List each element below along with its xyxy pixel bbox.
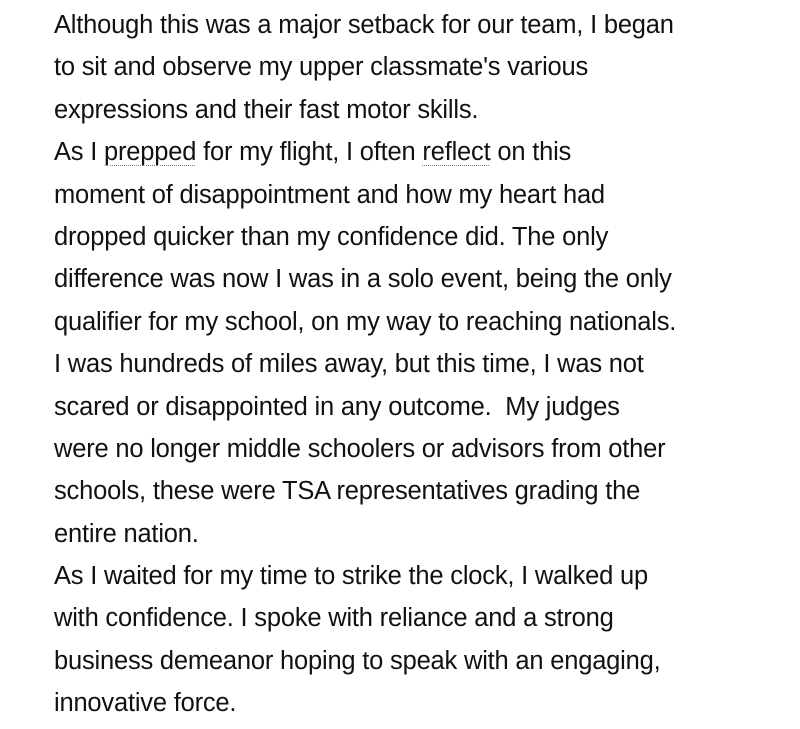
text-line: schools, these were TSA representatives grading the bbox=[54, 477, 641, 506]
text-line: entire nation. bbox=[54, 519, 199, 548]
text-line: Although this was a major setback for our team, I began bbox=[54, 11, 674, 39]
text-segment: on this bbox=[490, 138, 572, 167]
text-line: scared or disappointed in any outcome. My judges bbox=[54, 392, 620, 421]
spellcheck-marked-word[interactable]: prepped bbox=[104, 138, 197, 167]
text-line: difference was now I was in a solo event, being the only bbox=[54, 265, 672, 294]
text-line: moment of disappointment and how my heart had bbox=[54, 180, 605, 209]
text-line: expressions and their fast motor skills. bbox=[54, 95, 479, 124]
text-line: were no longer middle schoolers or advisors from other bbox=[54, 434, 666, 463]
text-segment: As I bbox=[54, 138, 105, 167]
text-line bbox=[54, 131, 794, 173]
text-line: As I waited for my time to strike the clock, I walked up bbox=[54, 562, 648, 591]
document-body bbox=[54, 4, 794, 725]
text-line: qualifier for my school, on my way to reaching nationals. bbox=[54, 307, 677, 336]
text-line: with confidence. I spoke with reliance and a strong bbox=[54, 604, 614, 633]
text-line: to sit and observe my upper classmate's various bbox=[54, 53, 589, 82]
text-line: business demeanor hoping to speak with an engaging, bbox=[54, 646, 661, 675]
text-line: dropped quicker than my confidence did. The only bbox=[54, 222, 609, 251]
text-line: I was hundreds of miles away, but this time, I was not bbox=[54, 350, 644, 379]
text-line: innovative force. bbox=[54, 689, 237, 718]
spellcheck-marked-word[interactable]: reflect bbox=[422, 138, 491, 167]
text-segment: for my flight, I often bbox=[196, 138, 423, 167]
